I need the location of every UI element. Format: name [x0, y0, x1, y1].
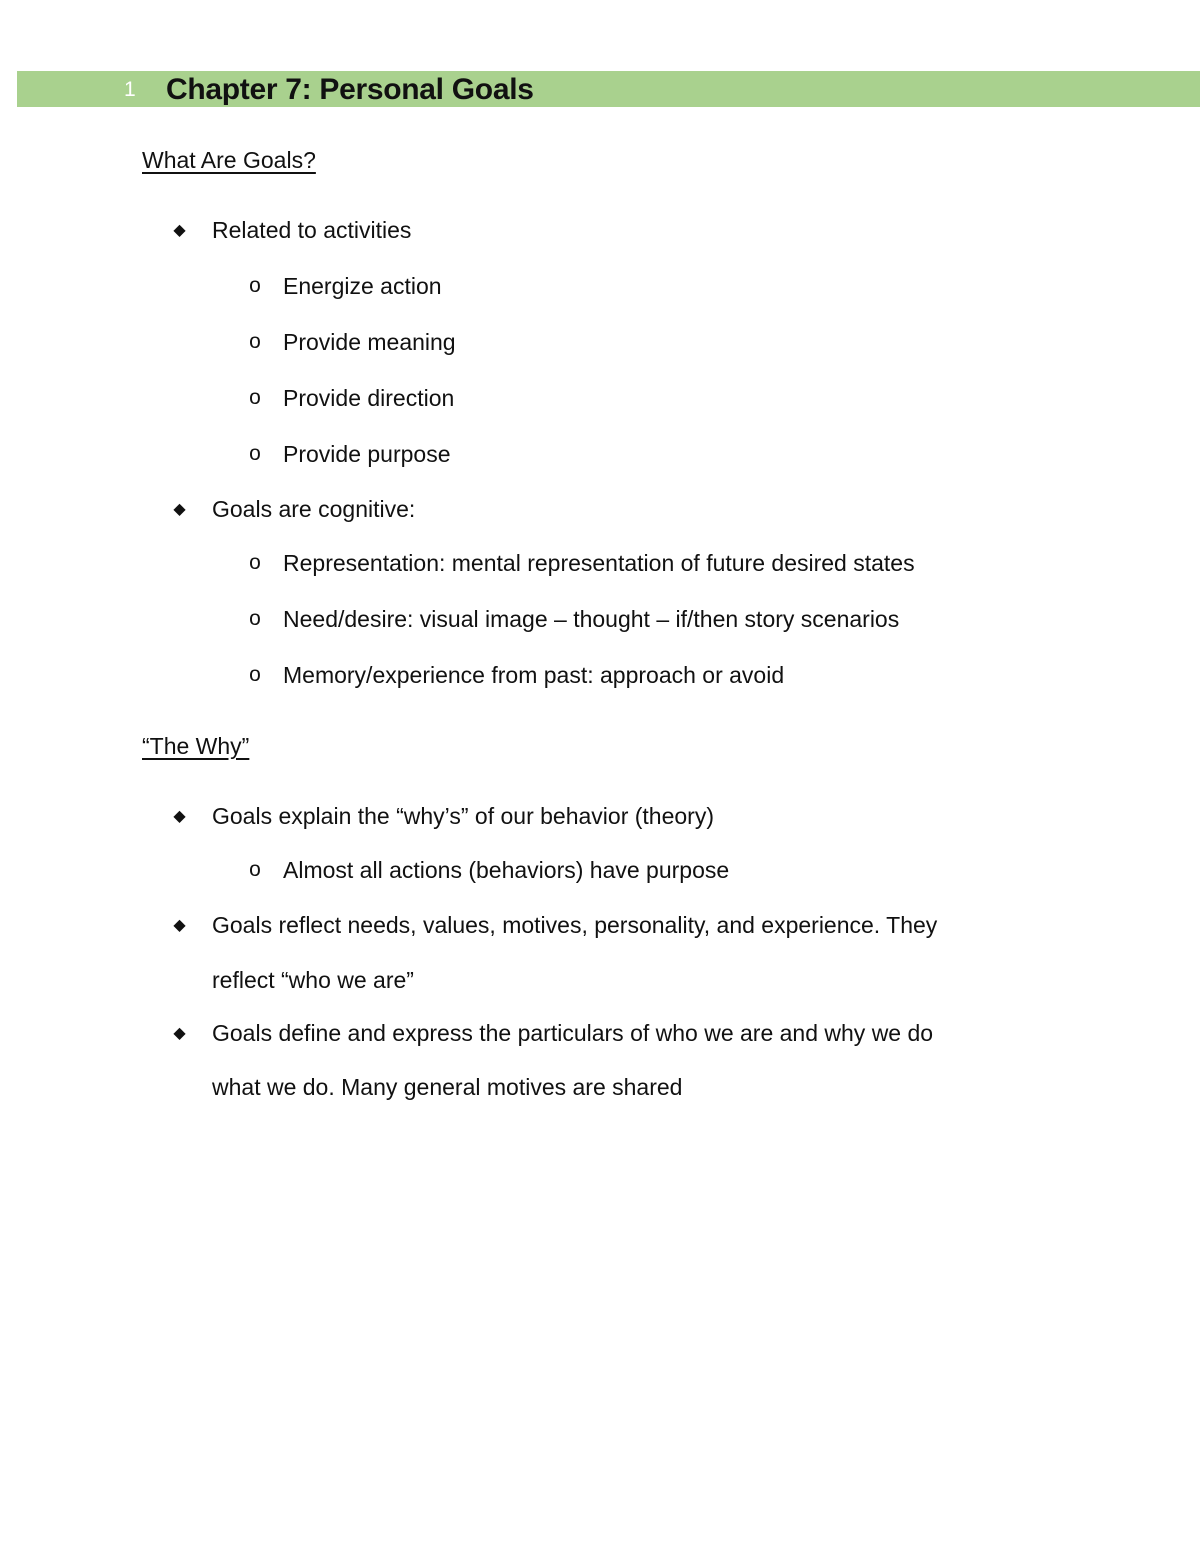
section-heading-what-are-goals: What Are Goals? — [142, 147, 316, 173]
sub-list-item: Energize action — [283, 273, 442, 299]
list-item: Related to activities — [212, 217, 412, 243]
circle-bullet-icon: o — [249, 330, 261, 353]
diamond-bullet-icon: ◆ — [173, 917, 186, 934]
circle-bullet-icon: o — [249, 442, 261, 465]
heading-number: 1 — [124, 78, 136, 101]
list-item: Goals are cognitive: — [212, 496, 416, 522]
diamond-bullet-icon: ◆ — [173, 222, 186, 239]
section-heading-the-why: “The Why” — [142, 733, 250, 759]
chapter-title: Chapter 7: Personal Goals — [166, 73, 534, 106]
circle-bullet-icon: o — [249, 858, 261, 881]
sub-list-item: Need/desire: visual image – thought – if/then story scenarios — [283, 606, 900, 632]
circle-bullet-icon: o — [249, 663, 261, 686]
circle-bullet-icon: o — [249, 386, 261, 409]
diamond-bullet-icon: ◆ — [173, 501, 186, 518]
list-item-continuation: what we do. Many general motives are shared — [212, 1074, 683, 1100]
sub-list-item: Provide meaning — [283, 329, 456, 355]
diamond-bullet-icon: ◆ — [173, 808, 186, 825]
circle-bullet-icon: o — [249, 607, 261, 630]
sub-list-item: Representation: mental representation of future desired states — [283, 550, 915, 576]
circle-bullet-icon: o — [249, 274, 261, 297]
list-item-continuation: reflect “who we are” — [212, 967, 414, 993]
sub-list-item: Almost all actions (behaviors) have purpose — [283, 857, 730, 883]
sub-list-item: Memory/experience from past: approach or avoid — [283, 662, 785, 688]
list-item: Goals reflect needs, values, motives, personality, and experience. They — [212, 912, 938, 938]
list-item: Goals explain the “why’s” of our behavior (theory) — [212, 803, 714, 829]
sub-list-item: Provide purpose — [283, 441, 451, 467]
circle-bullet-icon: o — [249, 551, 261, 574]
list-item: Goals define and express the particulars of who we are and why we do — [212, 1020, 934, 1046]
diamond-bullet-icon: ◆ — [173, 1025, 186, 1042]
sub-list-item: Provide direction — [283, 385, 455, 411]
